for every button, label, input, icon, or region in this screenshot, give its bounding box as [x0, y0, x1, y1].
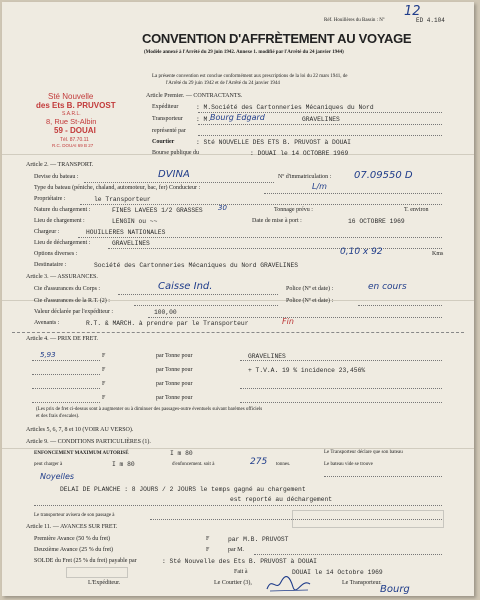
transporteur-label: Transporteur [152, 116, 183, 122]
preamble-line-2: l'Arrêté du 29 juin 1942 et de l'Arrêté du 24 janvier 1944 [166, 81, 280, 86]
police-handwritten: en cours [368, 282, 407, 292]
fret-note-2: et des frais d'escales). [36, 414, 80, 419]
delai-line-1: DELAI DE PLANCHE : 8 JOURS / 2 JOURS le temps gagné au chargement [60, 486, 306, 493]
stamp-line: S.A.R.L. [62, 111, 81, 117]
dotted-line [198, 135, 442, 136]
expediteur-value: : M.Société des Cartonneries Mécaniques du Nord [196, 104, 374, 111]
stamp-line: des Ets B. PRUVOST [36, 101, 116, 110]
tonnage-label: Tonnage prévu : [274, 207, 313, 213]
corps-handwritten: Caisse Ind. [158, 281, 213, 292]
transporteur-place: GRAVELINES [302, 116, 340, 123]
article-5-heading: Articles 5, 6, 7, 8 et 10 (VOIR AU VERSO). [26, 427, 134, 433]
enfoncement2-label: d'enfoncement. soit à [172, 462, 215, 467]
article-11-heading: Article 11. — AVANCES SUR FRET. [26, 524, 118, 530]
options-handwritten: 0,10 x 92 [340, 247, 383, 257]
dotted-line [118, 294, 278, 295]
fret-currency: F [102, 353, 106, 359]
ref-number: ED 4.104 [416, 17, 445, 24]
fret-note-1: (Les prix de fret ci-dessus sont à augmenter ou à diminuer des passages-outre éventuels suivant barèmes officiels [36, 407, 263, 412]
transporteur-note-1: Le Transporteur déclare que son bateau [324, 450, 403, 455]
dechargement-value: GRAVELINES [112, 240, 150, 247]
tonnage-handwritten: 275 [250, 457, 268, 467]
destinataire-label: Destinataire : [34, 262, 67, 268]
faded-stamp [292, 510, 444, 528]
enfoncement-label: ENFONCEMENT MAXIMUM AUTORISÉ [34, 451, 129, 456]
delai-line-2: est reporté au déchargement [230, 496, 333, 503]
ref-label: Réf. Houillères du Bassin : Nº [324, 18, 385, 23]
transporteur-handwritten: Bourg Edgard [210, 113, 265, 122]
lieu-chargement-value: LENGIN ou ~~ [112, 218, 158, 225]
deuxieme-currency: F [206, 547, 210, 553]
preamble-line-1: La présente convention est conclue conformément aux prescriptions de la loi du 22 mars 1941, de [152, 74, 348, 79]
date-value: 16 OCTOBRE 1969 [348, 218, 405, 225]
fret-amount: 5,93 [40, 351, 56, 359]
nature-handwritten: 30 [218, 204, 227, 212]
courtier-signature [264, 574, 314, 594]
devise-label: Devise du bateau : [34, 174, 79, 180]
article-1-heading: Article Premier. — CONTRACTANTS. [146, 93, 243, 99]
stamp-line: Tél. 87.70.11 [60, 137, 89, 143]
enfoncement-value: I m 80 [170, 450, 193, 457]
valeur-value: 100,00 [154, 309, 177, 316]
fold-line [2, 154, 474, 155]
immat-value: 07.09550 D [354, 170, 413, 181]
courtier-value: : Sté NOUVELLE DES ETS B. PRUVOST à DOUAI [196, 139, 351, 146]
rt-label: Cie d'assurances de la R.T. (2) : [34, 298, 110, 304]
passage-label: Le transporteur avisera de son passage à [34, 513, 115, 518]
chargeur-label: Chargeur : [34, 229, 60, 235]
options-unit: Kms [432, 251, 444, 257]
premiere-currency: F [206, 536, 210, 542]
document-subtitle: (Modèle annexé à l'Arrêté du 29 juin 1942. Annexe 1. modifié par l'Arrêté du 24 janvier 1944) [144, 50, 344, 55]
signature-transporteur-label: Le Transporteur. [342, 580, 382, 586]
fret-per: par Tonne pour [156, 381, 193, 387]
immat-label: Nº d'immatriculation : [278, 174, 332, 180]
conducteur-value: L/m [312, 182, 327, 191]
article-4-heading: Article 4. — PRIX DE FRET. [26, 336, 99, 342]
company-stamp [30, 92, 130, 150]
signature-expediteur-label: L'Expéditeur. [88, 580, 121, 586]
options-label: Options diverses : [34, 251, 78, 257]
convention-sheet [2, 2, 474, 596]
solde-label: SOLDE du Fret (25 % du fret) payable par [34, 558, 137, 564]
dotted-line [240, 388, 442, 389]
transporteur-prefix: : M. [196, 116, 212, 123]
enfoncement2-value: I m 80 [112, 461, 135, 468]
bourse-value: : DOUAI le 14 OCTOBRE 1969 [250, 150, 349, 157]
represente-label: représenté par [152, 128, 186, 134]
port-label: peut charger à [34, 462, 63, 467]
lieu-chargement-label: Lieu de chargement : [34, 218, 85, 224]
dotted-line [78, 237, 442, 238]
dotted-line [80, 204, 442, 205]
avenants-label: Avenants : [34, 320, 60, 326]
dotted-line [108, 248, 442, 249]
dotted-line [148, 317, 442, 318]
premiere-avance-label: Première Avance (50 % du fret) [34, 536, 111, 542]
stamp-line: 59 - DOUAI [54, 126, 96, 135]
nature-value: FINES LAVEES 1/2 GRASSES [112, 207, 203, 214]
dotted-line [32, 388, 100, 389]
dotted-line [198, 124, 442, 125]
article-3-heading: Article 3. — ASSURANCES. [26, 274, 98, 280]
destinataire-value: Société des Cartonneries Mécaniques du Nord GRAVELINES [94, 262, 299, 269]
fret-per: par Tonne pour [156, 367, 193, 373]
dotted-line [32, 360, 100, 361]
dotted-line [240, 360, 442, 361]
valeur-label: Valeur déclarée par l'expéditeur : [34, 309, 114, 315]
police-label: Police (Nº et date) : [286, 286, 334, 292]
port-handwritten: Noyelles [40, 472, 75, 481]
fold-line [2, 448, 474, 449]
fait-value: DOUAI le 14 Octobre 1969 [292, 569, 383, 576]
dotted-line [324, 476, 442, 477]
stamp-line: 8, Rue St-Albin [46, 117, 97, 126]
avenants-value: R.T. & MARCH. à prendre par le Transporteur [86, 320, 249, 327]
signature-courtier-label: Le Courtier (3), [214, 580, 252, 586]
handwritten-ref-number: 12 [404, 4, 421, 19]
fret-dest: GRAVELINES [248, 353, 286, 360]
chargeur-value: HOUILLERES NATIONALES [86, 229, 166, 236]
document-title: CONVENTION D'AFFRÈTEMENT AU VOYAGE [142, 31, 412, 46]
transporteur-note-2: Le bateau vide se trouve [324, 462, 373, 467]
premiere-avance-value: par M.B. PRUVOST [228, 536, 289, 543]
corps-label: Cie d'assurances du Corps : [34, 286, 101, 292]
article-2-heading: Article 2. — TRANSPORT. [26, 162, 94, 168]
dechargement-label: Lieu de déchargement : [34, 240, 91, 246]
expediteur-label: Expéditeur [152, 104, 179, 110]
dotted-line [240, 402, 442, 403]
dotted-line [84, 182, 274, 183]
date-label: Date de mise à port : [252, 218, 302, 224]
proprietaire-label: Propriétaire : [34, 196, 66, 202]
fret-currency: F [102, 395, 106, 401]
fret-per: par Tonne pour [156, 353, 193, 359]
dotted-line [358, 305, 442, 306]
dotted-line [254, 554, 442, 555]
stamp-line: Sté Nouvelle [48, 92, 94, 101]
bourse-label: Bourse publique du [152, 150, 199, 156]
courtier-label: Courtier [152, 139, 175, 145]
transporteur-signature: Bourg [380, 584, 410, 595]
tonnes-label: tonnes. [276, 462, 291, 467]
separator [12, 332, 464, 333]
dotted-line [32, 374, 100, 375]
fret-currency: F [102, 367, 106, 373]
dotted-line [32, 402, 100, 403]
tonnage-unit: T. environ [404, 207, 429, 213]
dotted-line [34, 505, 442, 506]
devise-value: DVINA [158, 169, 190, 180]
fait-label: Fait à [234, 569, 248, 575]
fret-per: par Tonne pour [156, 395, 193, 401]
nature-label: Nature du chargement : [34, 207, 91, 213]
faded-stamp [66, 567, 128, 578]
fret-currency: F [102, 381, 106, 387]
deuxieme-avance-label: Deuxième Avance (25 % du fret) [34, 547, 114, 553]
proprietaire-value: le Transporteur [94, 196, 151, 203]
police2-label: Police (Nº et date) : [286, 298, 334, 304]
deuxieme-par: par M. [228, 547, 244, 553]
dotted-line [264, 193, 442, 194]
stamp-line: R.C. DOUAI 69 B 27 [52, 143, 94, 148]
dotted-line [134, 305, 278, 306]
avenants-handwritten: Fin [282, 317, 294, 326]
article-9-heading: Article 9. — CONDITIONS PARTICULIÈRES (1). [26, 439, 151, 445]
fret-dest: + T.V.A. 19 % incidence 23,456% [248, 367, 366, 374]
type-label: Type du bateau (péniche, chaland, automoteur, bac, fer) Conducteur : [34, 185, 201, 191]
solde-value: : Sté Nouvelle des Ets B. PRUVOST à DOUAI [162, 558, 317, 565]
